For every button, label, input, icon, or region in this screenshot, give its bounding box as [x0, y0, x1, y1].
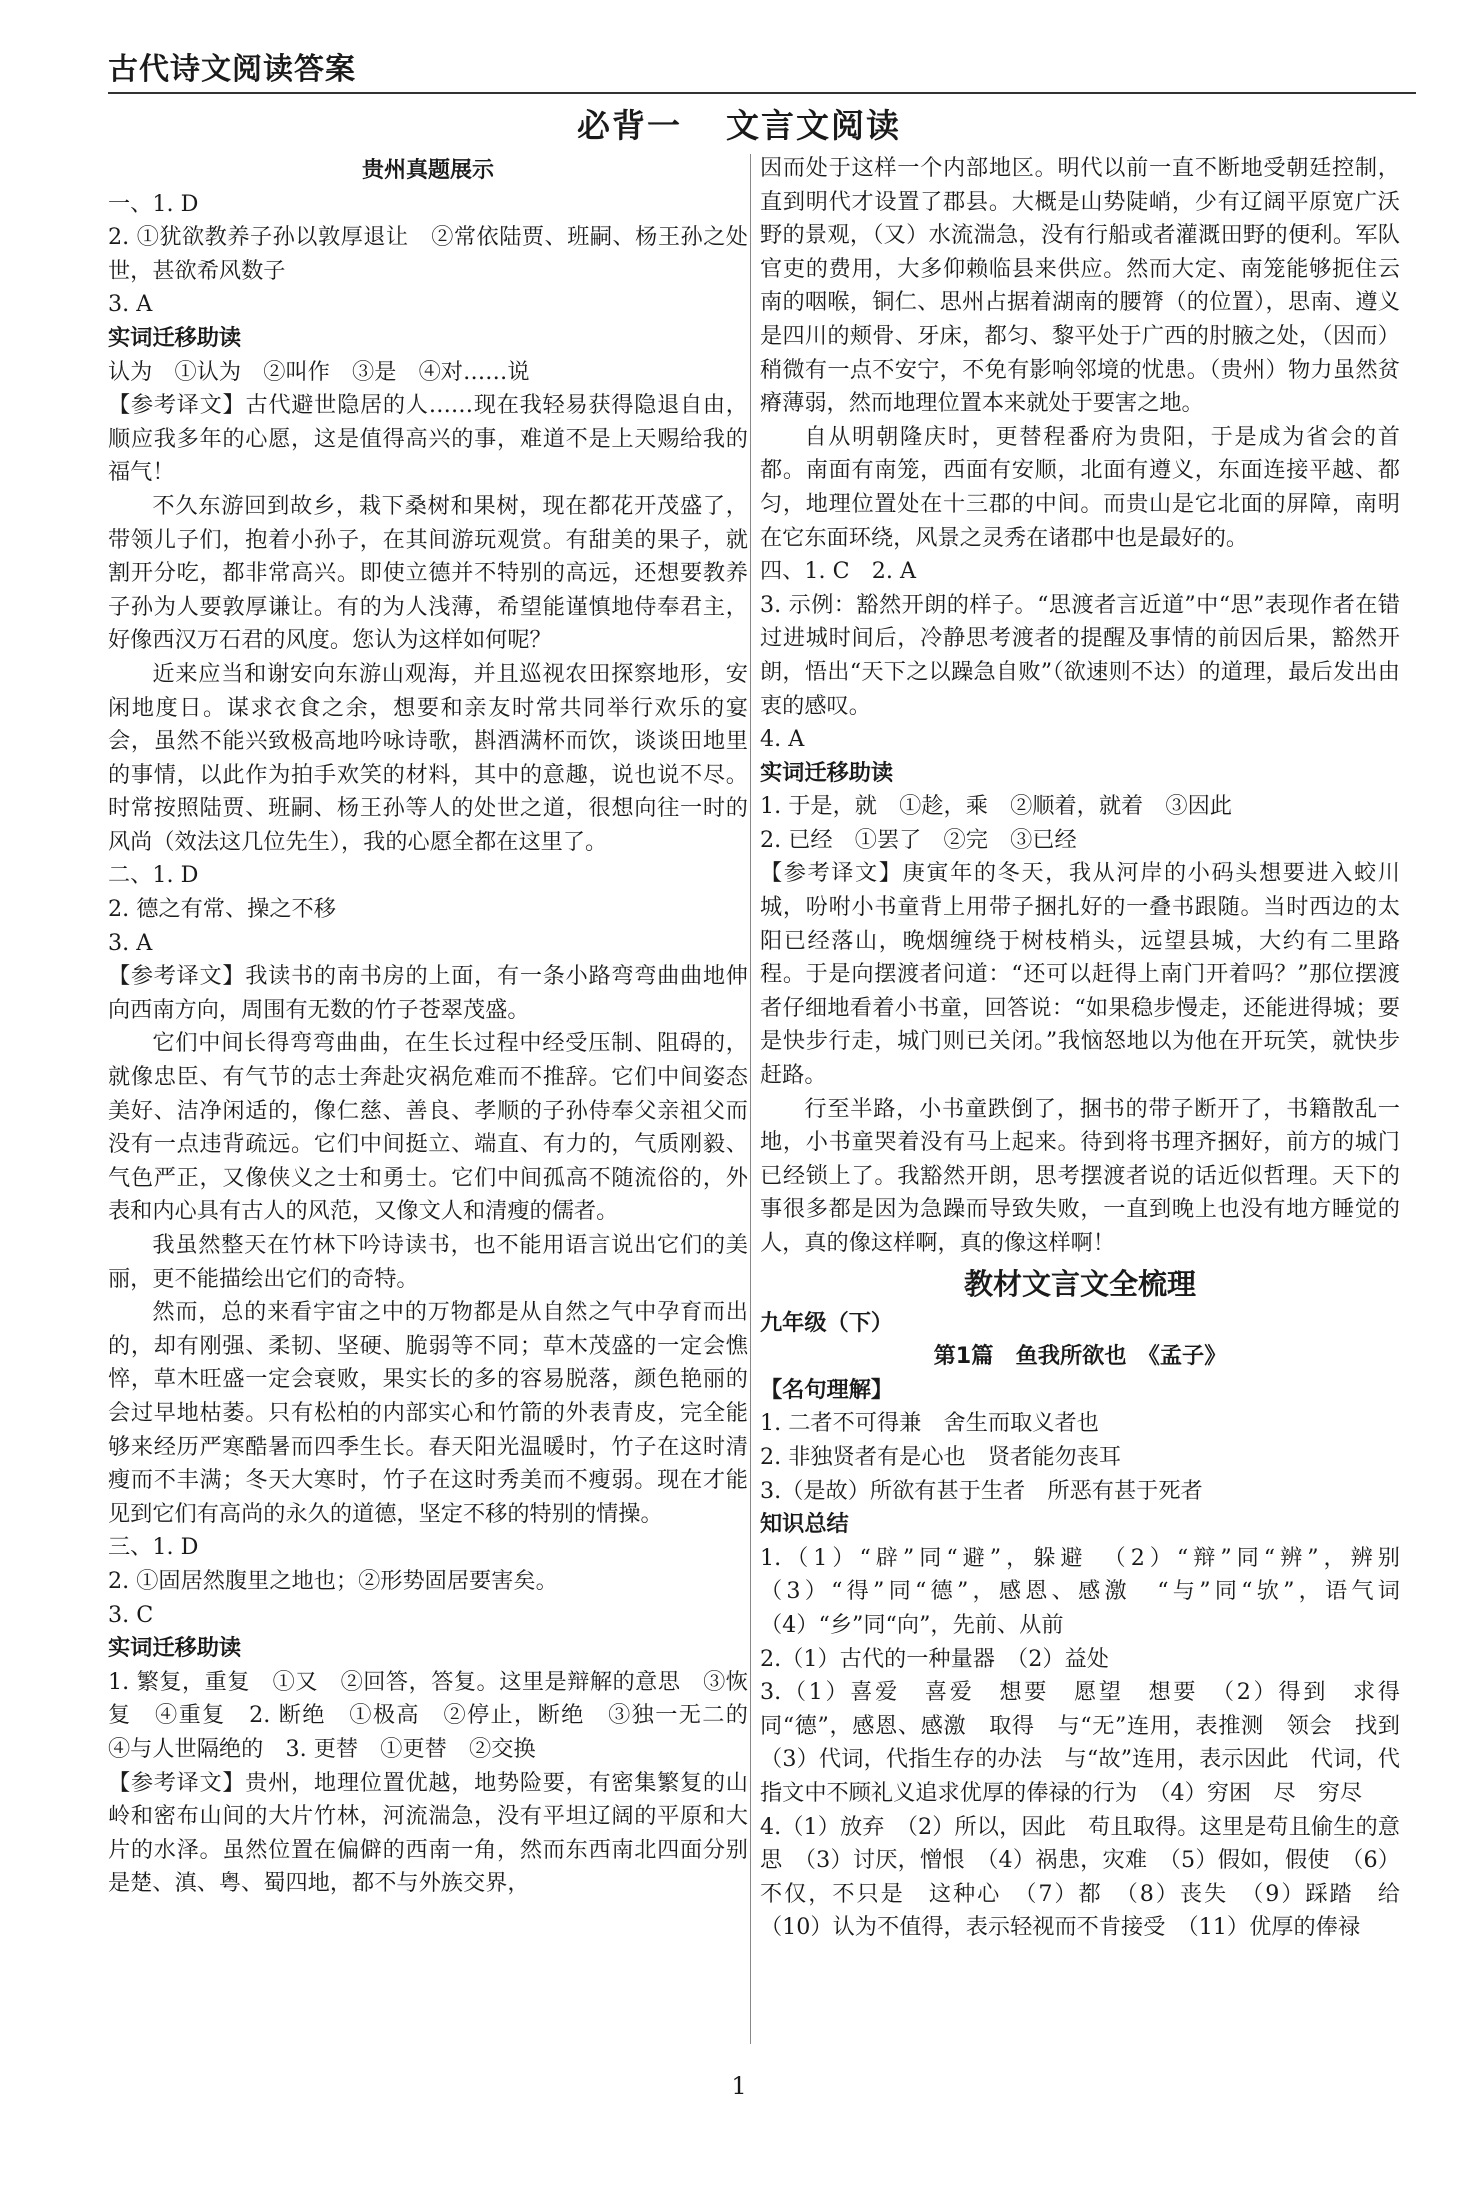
answer-line: 3.（1）喜爱 喜爱 想要 愿望 想要 （2）得到 求得 同“德”，感恩、感激 取得 与“无”连用，表推测 领会 找到 （3）代词，代指生存的办法 与“故”连用，表示因此 代词，代指文中不顾礼义追求优厚的俸禄的行为 （4）穷困 尽 穷尽	[760, 1679, 1423, 1806]
paragraph: 【参考译文】庚寅年的冬天，我从河岸的小码头想要进入蛟川城，吩咐小书童背上用带子捆扎好的一叠书跟随。当时西边的太阳已经落山，晚烟缠绕于树枝梢头，远望县城，大约有二里路程。于是向摆渡者问道：“还可以赶得上南门开着吗？”那位摆渡者仔细地看着小书童，回答说：“如果稳步慢走，还能进得城；要是快步行走，城门则已关闭。”我恼怒地以为他在开玩笑，就快步赶路。	[760, 860, 1400, 1089]
paragraph: 我虽然整天在竹林下吟诗读书，也不能用语言说出它们的美丽，更不能描绘出它们的奇特。	[108, 1232, 748, 1292]
subsection-title: 贵州真题展示	[361, 158, 494, 183]
answer-line: 2. ①固居然腹里之地也；②形势固居要害矣。	[108, 1567, 558, 1594]
answer-line: 2. 已经 ①罢了 ②完 ③已经	[760, 826, 1077, 853]
answer-line: 二、1. D	[108, 862, 199, 889]
answer-line: 3. A	[108, 291, 153, 318]
answer-line: 2. 非独贤者有是心也 贤者能勿丧耳	[760, 1443, 1122, 1470]
right-column	[760, 152, 1423, 2052]
paragraph: 【参考译文】贵州，地理位置优越，地势险要，有密集繁复的山岭和密布山间的大片竹林，河流湍急，没有平坦辽阔的平原和大片的水泽。虽然位置在偏僻的西南一角，然而东西南北四面分别是楚、滇、粤、蜀四地，都不与外族交界，	[108, 1769, 748, 1897]
page-number: 1	[731, 2072, 747, 2100]
subsection-title: 教材文言文全梳理	[963, 1266, 1196, 1301]
lesson-title: 第1篇 鱼我所欲也 《孟子》	[933, 1343, 1227, 1370]
heading: 实词迁移助读	[108, 1635, 242, 1662]
answer-line: 2. ①犹欲教养子孙以敦厚退让 ②常依陆贾、班嗣、杨王孙之处世，甚欲希风数子	[108, 224, 748, 284]
answer-line: 3. 示例：豁然开朗的样子。“思渡者言近道”中“思”表现作者在错过进城时间后，冷静思考渡者的提醒及事情的前因后果，豁然开朗，悟出“天下之以躁急自败”（欲速则不达）的道理，最后发出由衷的感叹。	[760, 591, 1400, 719]
heading: 知识总结	[760, 1511, 849, 1538]
paragraph: 它们中间长得弯弯曲曲，在生长过程中经受压制、阻碍的，就像忠臣、有气节的志士奔赴灾祸危难而不推辞。它们中间姿态美好、洁净闲适的，像仁慈、善良、孝顺的子孙侍奉父亲祖父而没有一点违背疏远。它们中间挺立、端直、有力的，气质刚毅、气色严正，又像侠义之士和勇士。它们中间孤高不随流俗的，外表和内心具有古人的风范，又像文人和清瘦的儒者。	[108, 1030, 748, 1225]
paragraph: 近来应当和谢安向东游山观海，并且巡视农田探察地形，安闲地度日。谋求衣食之余，想要和亲友时常共同举行欢乐的宴会，虽然不能兴致极高地吟咏诗歌，斟酒满杯而饮，谈谈田地里的事情，以此作为拍手欢笑的材料，其中的意趣，说也说不尽。时常按照陆贾、班嗣、杨王孙等人的处世之道，很想向往一时的风尚（效法这几位先生），我的心愿全都在这里了。	[108, 660, 748, 855]
paragraph: 自从明朝隆庆时，更替程番府为贵阳，于是成为省会的首都。南面有南笼，西面有安顺，北面有遵义，东面连接平越、都匀，地理位置处在十三郡的中间。而贵山是它北面的屏障，南明在它东面环绕，风景之灵秀在诸郡中也是最好的。	[760, 423, 1400, 551]
answer-line: 认为 ①认为 ②叫作 ③是 ④对……说	[108, 358, 530, 385]
answer-line: 一、1. D	[108, 190, 199, 217]
left-column	[108, 154, 771, 2054]
section-number: 必背一	[577, 106, 682, 145]
paragraph: 行至半路，小书童跌倒了，捆书的带子断开了，书籍散乱一地，小书童哭着没有马上起来。待到将书理齐捆好，前方的城门已经锁上了。我豁然开朗，思考摆渡者说的话近似哲理。天下的事很多都是因为急躁而导致失败，一直到晚上也没有地方睡觉的人，真的像这样啊，真的像这样啊！	[760, 1095, 1400, 1256]
paragraph: 【参考译文】古代避世隐居的人……现在我轻易获得隐退自由，顺应我多年的心愿，这是值得高兴的事，难道不是上天赐给我的福气！	[108, 392, 748, 486]
answer-line: 三、1. D	[108, 1534, 199, 1561]
section-subtitle: 文言文阅读	[726, 106, 901, 145]
answer-line: 1. 二者不可得兼 舍生而取义者也	[760, 1410, 1099, 1437]
answer-line: 2. 德之有常、操之不移	[108, 896, 336, 923]
paragraph: 然而，总的来看宇宙之中的万物都是从自然之气中孕育而出的，却有刚强、柔韧、坚硬、脆弱等不同；草木茂盛的一定会憔悴，草木旺盛一定会衰败，果实长的多的容易脱落，颜色艳丽的会过早地枯萎。只有松柏的内部实心和竹箭的外表青皮，完全能够来经历严寒酷暑而四季生长。春天阳光温暖时，竹子在这时清瘦而不丰满；冬天大寒时，竹子在这时秀美而不瘦弱。现在才能见到它们有高尚的永久的道德，坚定不移的特别的情操。	[108, 1299, 748, 1527]
heading: 实词迁移助读	[760, 759, 894, 786]
answer-line: 3. A	[108, 929, 153, 956]
answer-line: 3. C	[108, 1601, 154, 1628]
column-divider	[750, 154, 751, 2044]
paragraph: 不久东游回到故乡，栽下桑树和果树，现在都花开茂盛了，带领儿子们，抱着小孙子，在其间游玩观赏。有甜美的果子，就割开分吃，都非常高兴。即使立德并不特别的高远，还想要教养子孙为人要敦厚谦让。有的为人浅薄，希望能谨慎地侍奉君主，好像西汉万石君的风度。您认为这样如何呢？	[108, 492, 748, 654]
grade-heading: 九年级（下）	[760, 1309, 894, 1336]
answer-line: 四、1. C 2. A	[760, 558, 917, 585]
heading: 实词迁移助读	[108, 324, 242, 351]
heading: 【名句理解】	[760, 1376, 894, 1403]
answer-line: 1. 于是，就 ①趁，乘 ②顺着，就着 ③因此	[760, 793, 1232, 820]
section-title	[0, 100, 1478, 147]
answer-line: 4. A	[760, 726, 805, 753]
answer-line: 1.（1）“辟”同“避”，躲避 （2）“辩”同“辨”，辨别 （3）“得”同“德”，感恩、感激 “与”同“欤”，语气词 （4）“乡”同“向”，先前、从前	[760, 1544, 1423, 1638]
answer-line: 2.（1）古代的一种量器 （2）益处	[760, 1645, 1109, 1672]
paragraph: 【参考译文】我读书的南书房的上面，有一条小路弯弯曲曲地伸向西南方向，周围有无数的竹子苍翠茂盛。	[108, 963, 748, 1023]
answer-line: 4.（1）放弃 （2）所以，因此 苟且取得。这里是苟且偷生的意思 （3）讨厌，憎恨 （4）祸患，灾难 （5）假如，假使 （6）不仅，不只是 这种心 （7）都 （8）丧失 （9）踩踏 给 （10）认为不值得，表示轻视而不肯接受 （11）优厚的俸禄	[760, 1813, 1423, 1941]
answer-line: 3.（是故）所欲有甚于生者 所恶有甚于死者	[760, 1477, 1203, 1504]
page-header-title: 古代诗文阅读答案	[108, 52, 356, 87]
paragraph: 因而处于这样一个内部地区。明代以前一直不断地受朝廷控制，直到明代才设置了郡县。大概是山势陡峭，少有辽阔平原宽广沃野的景观，（又）水流湍急，没有行船或者灌溉田野的便利。军队官吏的费用，大多仰赖临县来供应。然而大定、南笼能够扼住云南的咽喉，铜仁、思州占据着湖南的腰膂（的位置），思南、遵义是四川的颊骨、牙床，都匀、黎平处于广西的肘腋之处，（因而）稍微有一点不安宁，不免有影响邻境的忧患。（贵州）物力虽然贫瘠薄弱，然而地理位置本来就处于要害之地。	[760, 155, 1400, 417]
answer-line: 1. 繁复，重复 ①又 ②回答，答复。这里是辩解的意思 ③恢复 ④重复 2. 断绝 ①极高 ②停止，断绝 ③独一无二的 ④与人世隔绝的 3. 更替 ①更替 ②交换	[108, 1668, 771, 1762]
header-rule	[108, 92, 1416, 94]
